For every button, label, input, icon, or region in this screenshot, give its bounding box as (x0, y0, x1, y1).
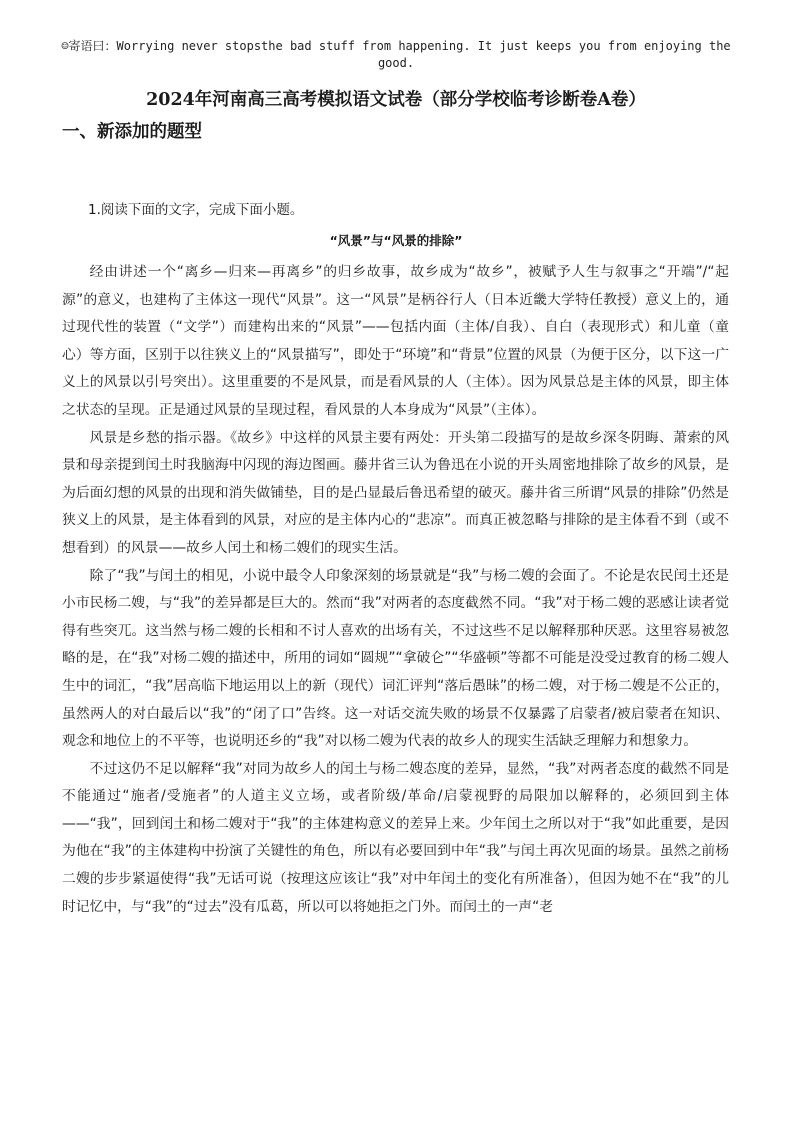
paragraph-1: 经由讲述一个“离乡—归来—再离乡”的归乡故事，故乡成为“故乡”，被赋予人生与叙事之“开端”/“起源”的意义，也建构了主体这一现代“风景”。这一“风景”是柄谷行人（日本近畿大学特任教授）意义上的，通过现代性的装置（“文学”）而建构出来的“风景”——包括内面（主体/自我）、自白（表现形式）和儿童（童心）等方面，区别于以往狭义上的“风景描写”，即处于“环境”和“背景”位置的风景（为便于区分，以下这一广义上的风景以引号突出）。这里重要的不是风景，而是看风景的人（主体）。因为风景总是主体的风景，即主体之状态的呈现。正是通过风景的呈现过程，看风景的人本身成为“风景”（主体）。 (62, 264, 729, 418)
question-prompt: 1.阅读下面的文字，完成下面小题。 (88, 202, 304, 218)
article-title: “风景”与“风景的排除” (329, 233, 463, 248)
paragraph-3: 除了“我”与闰土的相见，小说中最令人印象深刻的场景就是“我”与杨二嫂的会面了。不论是农民闰土还是小市民杨二嫂，与“我”的差异都是巨大的。然而“我”对两者的态度截然不同。“我”对于杨二嫂的恶感让读者觉得有些突兀。这当然与杨二嫂的长相和不讨人喜欢的出场有关，不过这些不足以解释那种厌恶。这里容易被忽略的是，在“我”对杨二嫂的描述中，所用的词如“圆规”“拿破仑”“华盛顿”等都不可能是没受过教育的杨二嫂人生中的词汇，“我”居高临下地运用以上的新（现代）词汇评判“落后愚昧”的杨二嫂，对于杨二嫂是不公正的，虽然两人的对白最后以“我”的“闭了口”告终。这一对话交流失败的场景不仅暴露了启蒙者/被启蒙者在知识、观念和地位上的不平等，也说明还乡的“我”对以杨二嫂为代表的故乡人的现实生活缺乏理解力和想象力。 (62, 567, 729, 750)
section-heading: 一、新添加的题型 (62, 122, 202, 142)
paragraph-2: 风景是乡愁的指示器。《故乡》中这样的风景主要有两处：开头第二段描写的是故乡深冬阴晦、萧索的风景和母亲提到闰土时我脑海中闪现的海边图画。藤井省三认为鲁迅在小说的开头周密地排除了故乡的风景，是为后面幻想的风景的出现和消失做铺垫，目的是凸显最后鲁迅希望的破灭。藤井省三所谓“风景的排除”仍然是狭义上的风景，是主体看到的风景，对应的是主体内心的“悲凉”。而真正被忽略与排除的是主体看不到（或不想看到）的风景——故乡人闰土和杨二嫂们的现实生活。 (62, 429, 729, 556)
article-body (62, 259, 729, 921)
paragraph-4: 不过这仍不足以解释“我”对同为故乡人的闰土与杨二嫂态度的差异，显然，“我”对两者态度的截然不同是不能通过“施者/受施者”的人道主义立场，或者阶级/革命/启蒙视野的局限加以解释的，必须回到主体——“我”，回到闰土和杨二嫂对于“我”的主体建构意义的差异上来。少年闰土之所以对于“我”如此重要，是因为他在“我”的主体建构中扮演了关键性的角色，所以有必要回到中年“我”与闰土再次见面的场景。虽然之前杨二嫂的步步紧逼使得“我”无话可说（按理这应该让“我”对中年闰土的变化有所准备），但因为她不在“我”的儿时记忆中，与“我”的“过去”没有瓜葛，所以可以将她拒之门外。而闰土的一声“老 (62, 760, 729, 915)
document-title: 2024年河南高三高考模拟语文试卷（部分学校临考诊断卷A卷） (146, 90, 646, 110)
motto-line: ☺寄语曰：Worrying never stopsthe bad stuff from happening. It just keeps you from enjoying the good. (61, 39, 731, 70)
